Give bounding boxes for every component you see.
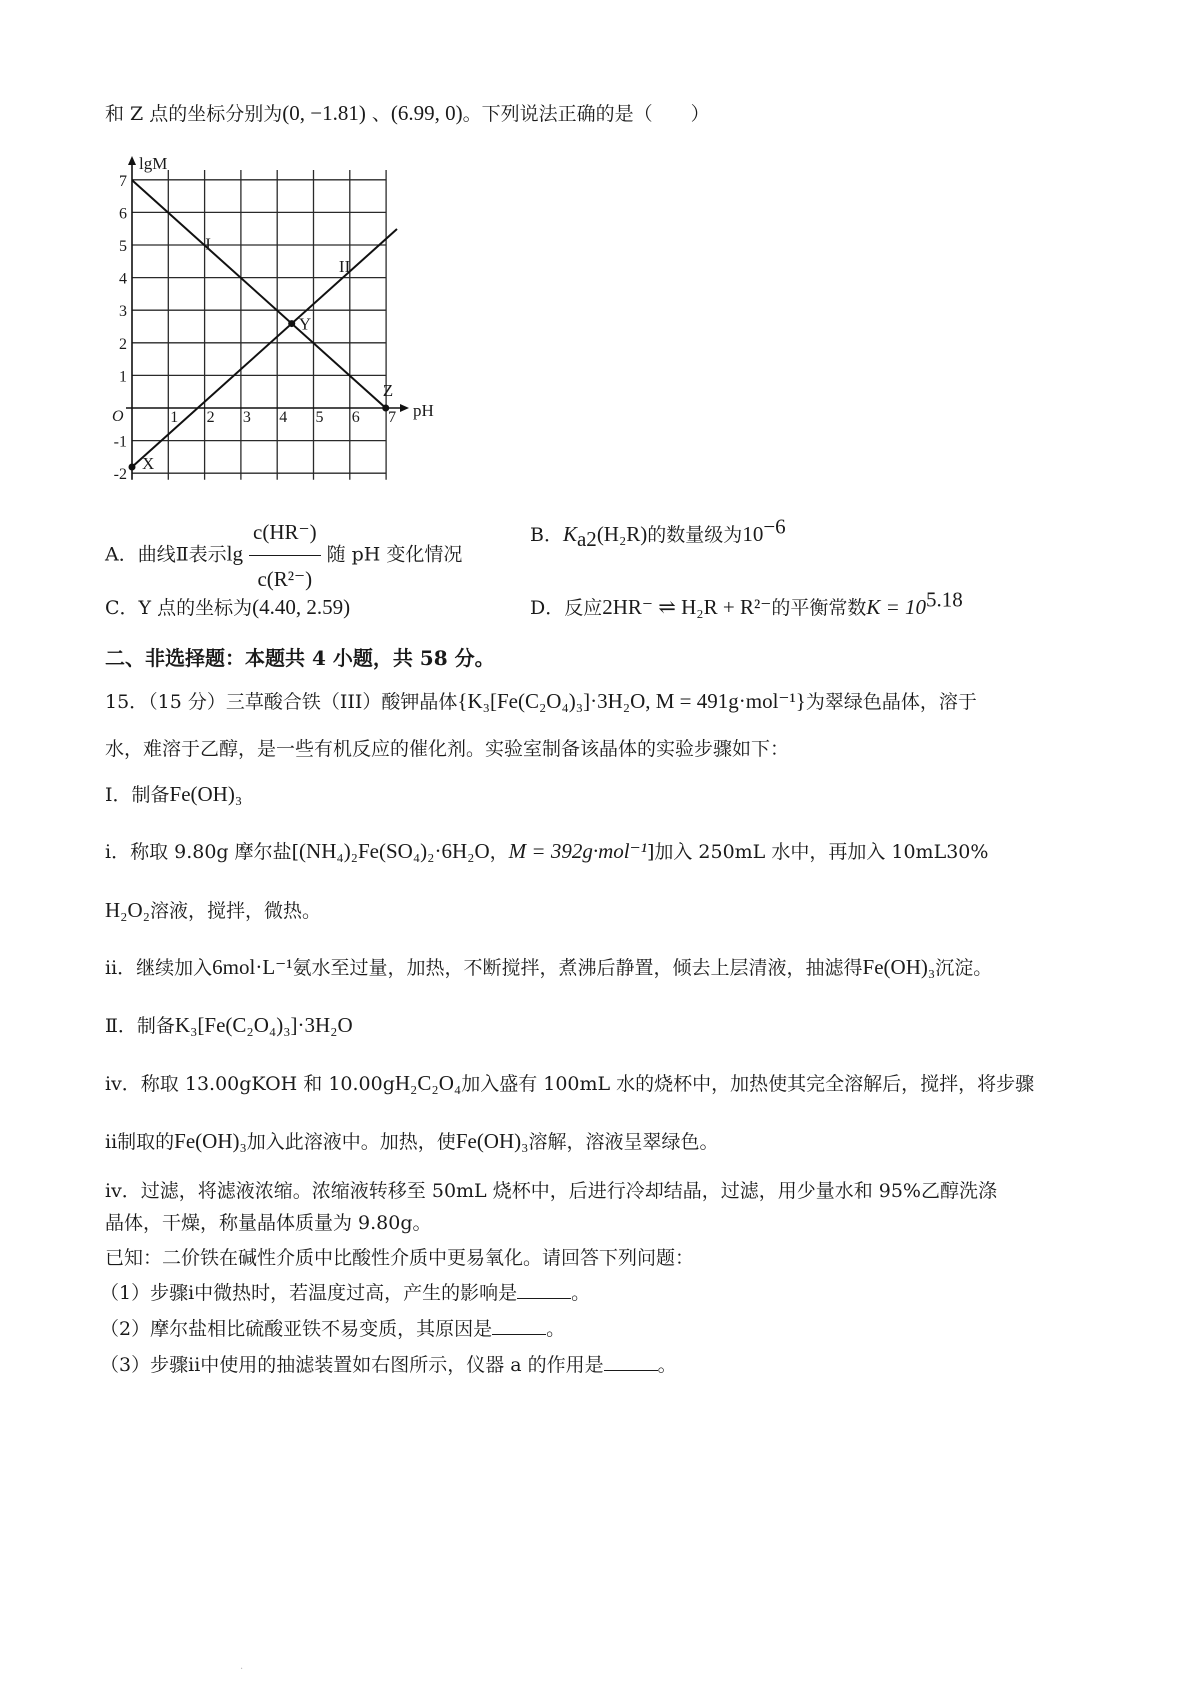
subquestion-3-text: （3）步骤ⅱ中使用的抽滤装置如右图所示，仪器 a 的作用是 — [100, 1354, 604, 1376]
option-d-text2: 的平衡常数 — [771, 597, 867, 619]
option-d-letter: D． — [530, 597, 565, 619]
step2-label: Ⅱ．制备 — [105, 1015, 175, 1037]
section-heading: 二、非选择题：本题共 4 小题，共 58 分。 — [105, 646, 495, 670]
step-ii-formula: Fe(OH)₃ — [862, 955, 936, 979]
option-b-species: (H₂R) — [596, 522, 648, 546]
subquestion-2-text: （2）摩尔盐相比硫酸亚铁不易变质，其原因是 — [100, 1318, 493, 1340]
point-x — [129, 464, 136, 471]
step-iv2-formula-1: Fe(OH)₃ — [174, 1129, 247, 1153]
subquestion-3-end: 。 — [657, 1354, 677, 1376]
x-tick-label: 1 — [170, 409, 179, 426]
step-i2-text: 溶液，搅拌，微热。 — [149, 900, 321, 922]
step-iv — [105, 1070, 1034, 1097]
step-iv3: ⅳ．过滤，将滤液浓缩。浓缩液转移至 50mL 烧杯中，后进行冷却结晶，过滤，用少量水和 95%乙醇洗涤 — [105, 1180, 997, 1202]
footer-mark: · — [240, 1664, 244, 1675]
step-iv2-text-c: 溶解，溶液呈翠绿色。 — [528, 1131, 719, 1153]
step-i-text-c: ]加入 250mL 水中，再加入 10mL30% — [646, 841, 989, 863]
option-d-k: K = 10 — [866, 595, 927, 619]
step-iv2-text-a: ⅱ制取的 — [105, 1131, 175, 1153]
step-iv-formula: H₂C₂O₄ — [394, 1071, 462, 1095]
subquestion-1-text: （1）步骤ⅰ中微热时，若温度过高，产生的影响是 — [100, 1282, 518, 1304]
x-axis-arrow — [400, 404, 409, 412]
y-axis-label: lgM — [139, 154, 168, 174]
option-a — [105, 512, 462, 599]
step-ii-conc: 6mol·L⁻¹ — [212, 955, 293, 979]
subquestion-1-end: 。 — [571, 1282, 591, 1304]
answer-blank-3 — [604, 1354, 658, 1371]
option-d — [530, 587, 963, 621]
option-b-k-sub: a2 — [576, 526, 597, 551]
x-tick-label: 5 — [315, 409, 324, 426]
step-ii-text-c: 沉淀。 — [935, 957, 993, 979]
known-info: 已知：二价铁在碱性介质中比酸性介质中更易氧化。请回答下列问题： — [105, 1247, 695, 1269]
option-a-post: 随 pH 变化情况 — [326, 543, 463, 566]
step1-formula: Fe(OH)₃ — [169, 782, 243, 806]
point-label-y: Y — [298, 314, 312, 334]
step1-heading — [105, 781, 242, 808]
y-tick-label: -1 — [113, 433, 127, 451]
step-ii-text-a: ⅱ．继续加入 — [105, 957, 213, 979]
option-b-k: K — [562, 522, 577, 546]
series-label-1: I — [205, 234, 211, 254]
y-tick-label: 4 — [119, 270, 127, 288]
step-i-molar: M = 392g·mol⁻¹ — [508, 839, 647, 863]
option-a-fraction — [249, 512, 321, 599]
step1-label: Ⅰ．制备 — [105, 784, 170, 806]
subquestion-3 — [100, 1352, 677, 1378]
step-i — [105, 838, 988, 865]
option-b-base: 10 — [742, 522, 764, 546]
subquestion-2 — [100, 1316, 565, 1342]
step-ii — [105, 954, 992, 981]
option-c-letter: C． — [105, 597, 139, 619]
series-line-2 — [132, 229, 397, 467]
stem-text-1: 和 Z 点的坐标分别为 — [105, 103, 283, 125]
step-iv-text-b: 加入盛有 100mL 水的烧杯中，加热使其完全溶解后，搅拌，将步骤 — [461, 1073, 1035, 1095]
option-a-lg: lg — [226, 541, 243, 566]
y-tick-label: 1 — [119, 368, 127, 386]
lgm-ph-chart — [110, 154, 440, 490]
x-tick-label: 6 — [351, 409, 360, 426]
option-a-pre: 曲线Ⅱ表示 — [137, 543, 227, 566]
y-axis-arrow — [128, 156, 136, 165]
option-b-exp: −6 — [763, 514, 786, 539]
fraction-denominator: c(R²⁻) — [257, 567, 313, 591]
step2-heading — [105, 1012, 353, 1039]
series-line-1 — [132, 180, 386, 408]
x-axis-label: pH — [412, 401, 434, 420]
option-b-text: 的数量级为 — [647, 524, 743, 546]
q15-head: 15．（15 分）三草酸合铁（III）酸钾晶体 — [105, 691, 458, 713]
answer-blank-1 — [517, 1282, 571, 1299]
option-c — [105, 594, 350, 621]
option-b — [530, 514, 786, 551]
x-tick-label: 3 — [242, 409, 251, 426]
y-tick-label: -2 — [113, 466, 127, 484]
option-c-coord: (4.40, 2.59) — [252, 595, 351, 619]
answer-blank-2 — [492, 1318, 546, 1335]
x-tick-label: 7 — [388, 409, 397, 426]
option-d-exp: 5.18 — [926, 587, 963, 612]
subquestion-1 — [100, 1280, 590, 1306]
y-tick-label: 2 — [119, 335, 127, 353]
y-tick-label: 3 — [119, 303, 127, 321]
step-i-text-b: ， — [489, 841, 509, 863]
y-tick-label: 5 — [119, 238, 127, 255]
step-iv-cont — [105, 1128, 718, 1155]
subquestion-2-end: 。 — [546, 1318, 566, 1340]
origin-label: O — [112, 408, 124, 425]
point-label-x: X — [142, 454, 155, 474]
step-iv2-formula-2: Fe(OH)₃ — [455, 1129, 529, 1153]
fraction-numerator: c(HR⁻) — [249, 512, 321, 556]
step-ii-text-b: 氨水至过量，加热，不断搅拌，煮沸后静置，倾去上层清液，抽滤得 — [292, 957, 863, 979]
point-label-z: Z — [382, 381, 394, 400]
stem-text-2: 。下列说法正确的是（ ） — [462, 103, 710, 125]
option-d-reaction: 2HR⁻ ⇌ H₂R + R²⁻ — [602, 595, 772, 619]
stem-separator: 、 — [365, 103, 391, 125]
z-point-coordinate: (6.99, 0) — [390, 101, 463, 125]
question-stem — [105, 100, 710, 127]
step-iv2-text-b: 加入此溶液中。加热，使 — [246, 1131, 456, 1153]
option-c-text: Y 点的坐标为 — [138, 597, 253, 619]
step-i-text-a: ⅰ．称取 9.80g 摩尔盐[ — [105, 841, 300, 863]
step2-formula: K₃[Fe(C₂O₄)₃]·3H₂O — [174, 1013, 353, 1037]
step-i2-formula: H₂O₂ — [105, 898, 150, 922]
option-b-letter: B． — [530, 524, 563, 546]
step-i-cont — [105, 897, 321, 924]
series-label-2: II — [338, 257, 351, 277]
y-tick-label: 7 — [119, 172, 127, 190]
q15-tail: 为翠绿色晶体，溶于 — [805, 691, 977, 713]
q15-formula: {K₃[Fe(C₂O₄)₃]·3H₂O, M = 491g·mol⁻¹} — [457, 689, 806, 713]
x-tick-label: 4 — [279, 409, 288, 426]
x-point-coordinate: (0, −1.81) — [282, 101, 366, 125]
q15-line2: 水，难溶于乙醇，是一些有机反应的催化剂。实验室制备该晶体的实验步骤如下： — [105, 738, 790, 760]
step-iv-text-a: ⅳ．称取 13.00gKOH 和 10.00g — [105, 1073, 395, 1095]
step-i-formula: (NH₄)₂Fe(SO₄)₂·6H₂O — [299, 839, 490, 863]
q15-header — [105, 688, 977, 715]
x-tick-label: 2 — [206, 409, 215, 426]
y-tick-label: 6 — [119, 205, 127, 223]
point-y — [288, 320, 295, 327]
step-iv3-cont: 晶体，干燥，称量晶体质量为 9.80g。 — [105, 1212, 432, 1234]
option-a-letter: A． — [105, 543, 138, 566]
option-d-text1: 反应 — [564, 597, 603, 619]
